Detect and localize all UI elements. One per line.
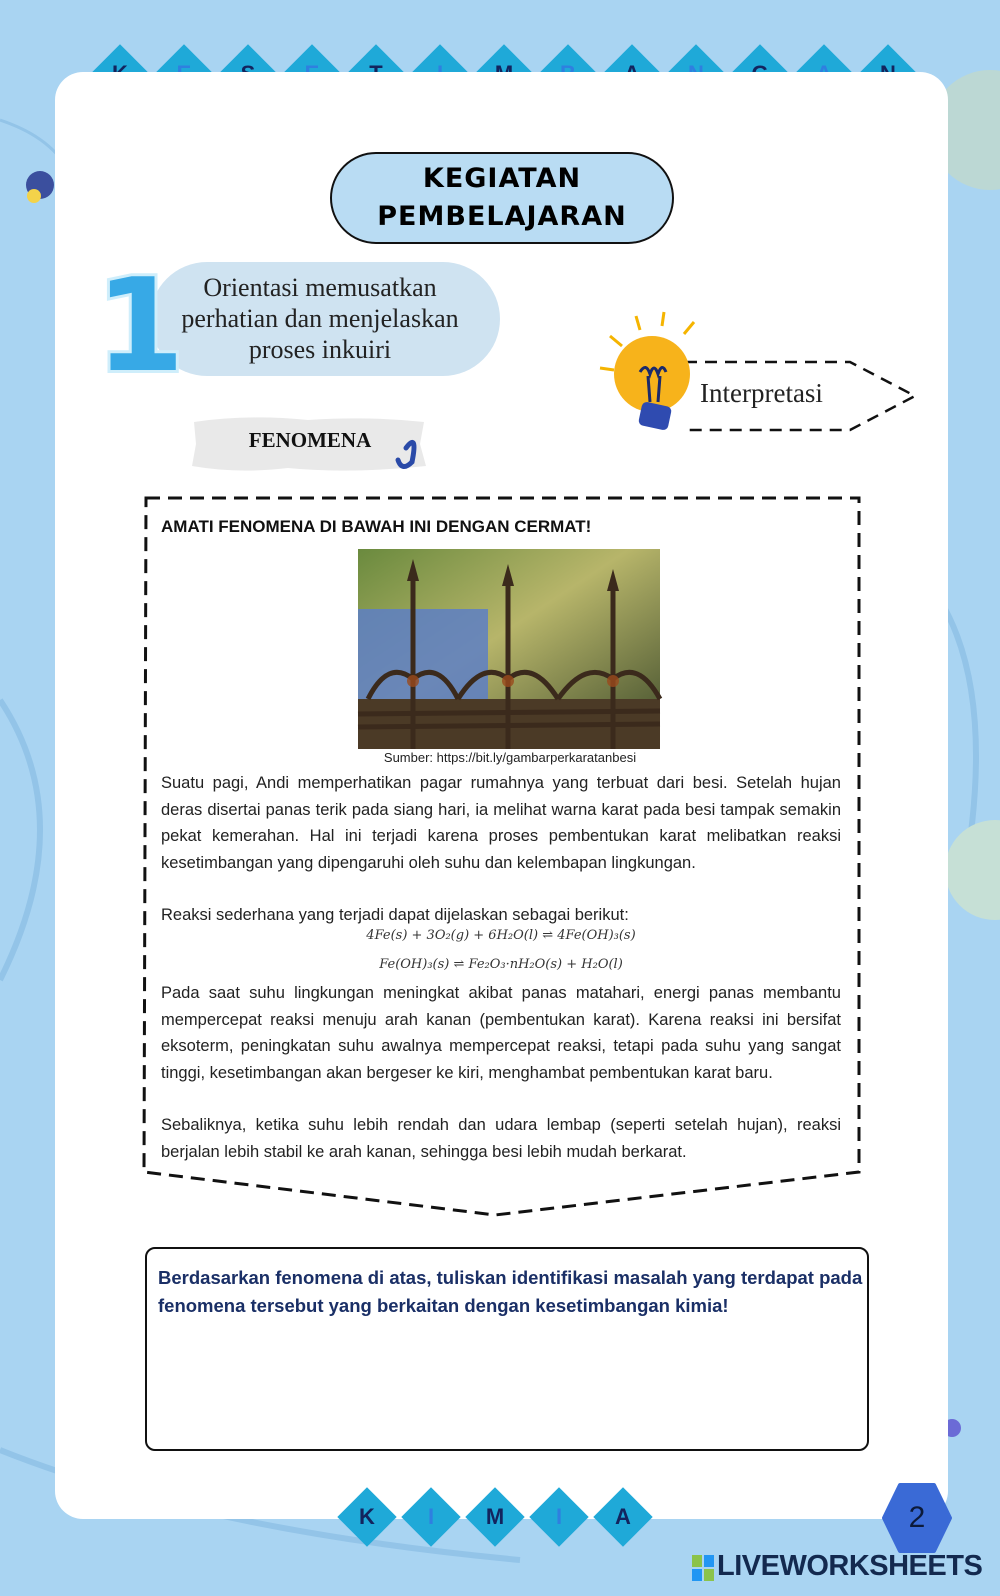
footer-diamond-row [335, 1485, 655, 1549]
activity-title-line2: PEMBELAJARAN [377, 201, 627, 232]
step-label-line3: proses inkuiri [248, 335, 392, 364]
footer-letter-diamond: A [591, 1485, 655, 1549]
page-number: 2 [908, 1501, 926, 1534]
step-number: 1 [95, 252, 185, 401]
activity-title [330, 152, 674, 244]
footer-letter-diamond: K [335, 1485, 399, 1549]
step-label-line1: Orientasi memusatkan [203, 273, 437, 302]
fenomena-label: FENOMENA [248, 428, 372, 452]
footer-letter-diamond: M [463, 1485, 527, 1549]
phenomenon-paragraph: Reaksi sederhana yang terjadi dapat dijelaskan sebagai berikut: [161, 906, 629, 924]
phenomenon-instruction: AMATI FENOMENA DI BAWAH INI DENGAN CERMAT! [161, 517, 592, 536]
image-credit: Sumber: https://bit.ly/gambarperkaratanbesi [383, 750, 637, 765]
question-text: Berdasarkan fenomena di atas, tuliskan identifikasi masalah yang terdapat pada fenomena tersebut yang berkaitan dengan kesetimbangan kimia! [158, 1267, 863, 1316]
activity-title-line1: KEGIATAN [422, 163, 582, 194]
step-label-line2: perhatian dan menjelaskan [181, 304, 459, 333]
phenomenon-paragraph: Pada saat suhu lingkungan meningkat akibat panas matahari, energi panas membantu mempercepat reaksi menuju arah kanan (pembentukan karat). Karena reaksi ini bersifat eksoterm, peningkatan suhu awalnya mempercepat reaksi, tetapi pada suhu yang sangat tinggi, kesetimbangan akan bergeser ke kiri, menghambat pembentukan karat baru. [161, 984, 841, 1082]
reaction-equation: 4Fe(s) + 3O₂(g) + 6H₂O(l) ⇌ 4Fe(OH)₃(s) [366, 928, 636, 943]
reaction-equation: Fe(OH)₃(s) ⇌ Fe₂O₃·nH₂O(s) + H₂O(l) [379, 957, 623, 972]
phenomenon-paragraph: Sebaliknya, ketika suhu lebih rendah dan udara lembap (seperti setelah hujan), reaksi berjalan lebih stabil ke arah kanan, sehingga besi lebih mudah berkarat. [161, 1116, 841, 1161]
phenomenon-paragraph: Suatu pagi, Andi memperhatikan pagar rumahnya yang terbuat dari besi. Setelah hujan deras disertai panas terik pada siang hari, ia melihat warna karat pada besi tampak semakin pekat kemerahan. Hal ini terjadi karena proses pembentukan karat melibatkan reaksi kesetimbangan yang dipengaruhi oleh suhu dan kelembapan lingkungan. [161, 774, 841, 872]
liveworksheets-brand: LIVEWORKSHEETS [717, 1550, 983, 1582]
lightbulb-icon [600, 312, 694, 431]
rusty-fence-photo [358, 549, 660, 749]
step-label [155, 272, 485, 365]
liveworksheets-logo-icon [692, 1555, 714, 1581]
interpretasi-label: Interpretasi [700, 378, 823, 408]
footer-letter-diamond: I [399, 1485, 463, 1549]
footer-letter-diamond: I [527, 1485, 591, 1549]
